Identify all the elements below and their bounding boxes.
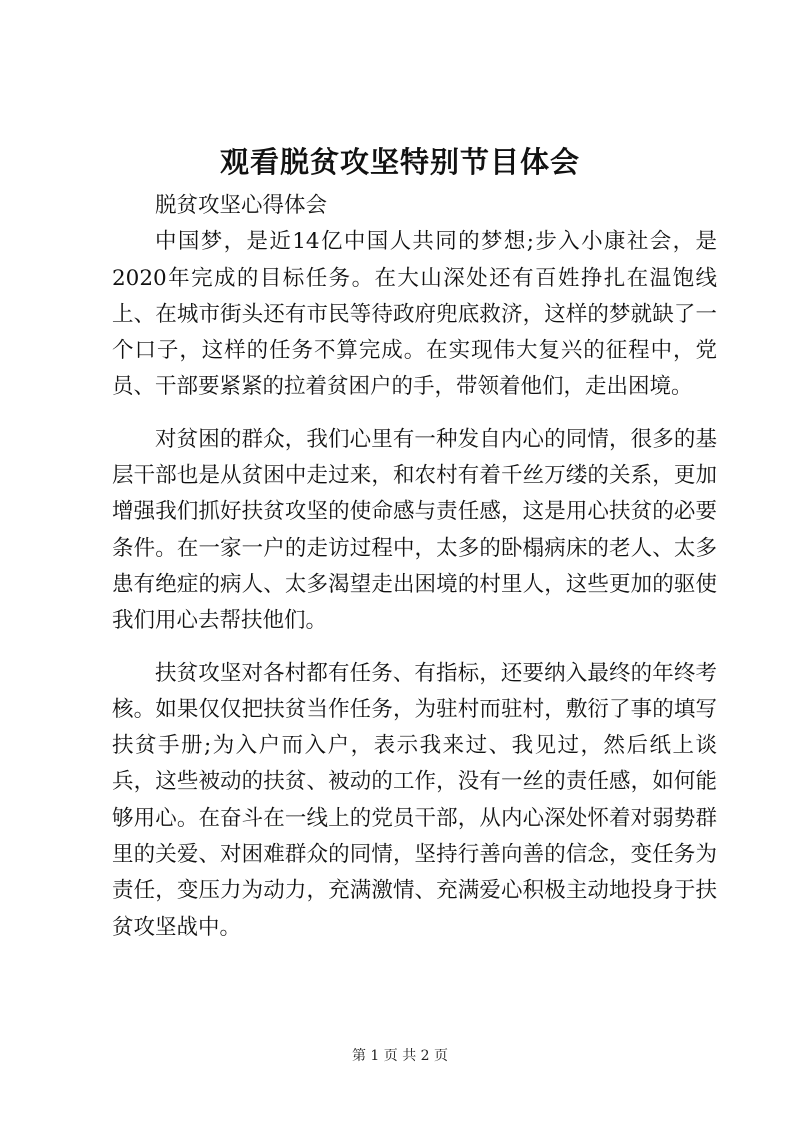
document-title: 观看脱贫攻坚特别节目体会	[219, 145, 580, 179]
paragraph-2: 对贫困的群众，我们心里有一种发自内心的同情，很多的基层干部也是从贫困中走过来，和农村有着千丝万缕的关系，更加增强我们抓好扶贫攻坚的使命感与责任感，这是用心扶贫的必要条件。在一家一户的走访过程中，太多的卧榻病床的老人、太多患有绝症的病人、太多渴望走出困境的村里人，这些更加的驱使我们用心去帮扶他们。	[112, 426, 717, 634]
document-body	[112, 188, 717, 946]
page-footer: 第 1 页 共 2 页	[351, 1048, 449, 1064]
paragraph-3: 扶贫攻坚对各村都有任务、有指标，还要纳入最终的年终考核。如果仅仅把扶贫当作任务，为驻村而驻村，敷衍了事的填写扶贫手册;为入户而入户，表示我来过、我见过，然后纸上谈兵，这些被动的扶贫、被动的工作，没有一丝的责任感，如何能够用心。在奋斗在一线上的党员干部，从内心深处怀着对弱势群里的关爱、对困难群众的同情，坚持行善向善的信念，变任务为责任，变压力为动力，充满激情、充满爱心积极主动地投身于扶贫攻坚战中。	[112, 660, 717, 940]
paragraph-1: 中国梦，是近14亿中国人共同的梦想;步入小康社会，是2020年完成的目标任务。在大山深处还有百姓挣扎在温饱线上、在城市街头还有市民等待政府兜底救济，这样的梦就缺了一个口子，这样的任务不算完成。在实现伟大复兴的征程中，党员、干部要紧紧的拉着贫困户的手，带领着他们，走出困境。	[112, 229, 717, 400]
document-subtitle: 脱贫攻坚心得体会	[155, 193, 328, 218]
